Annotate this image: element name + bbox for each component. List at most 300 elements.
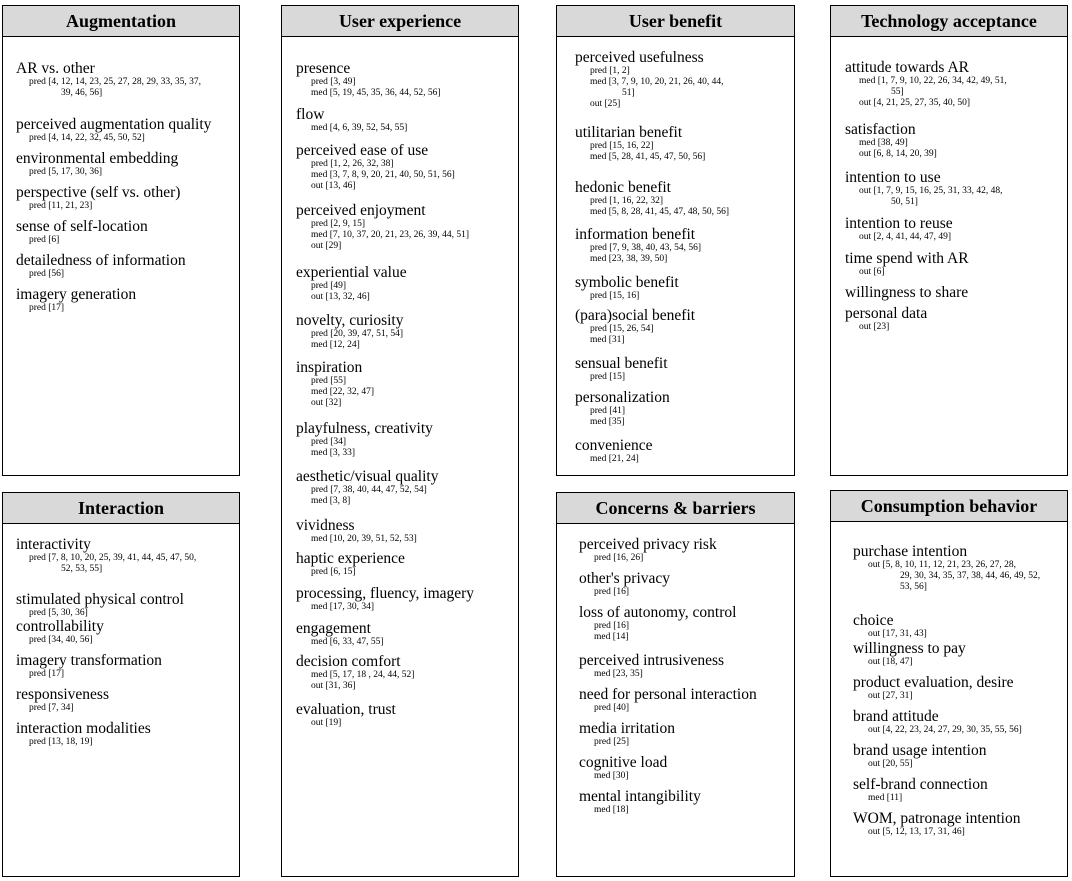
construct-item — [3, 287, 239, 314]
relation-type: med — [594, 771, 611, 781]
construct-item — [282, 360, 518, 409]
construct-item — [557, 356, 794, 383]
reference-line — [831, 725, 1067, 736]
relation-type: pred — [590, 196, 607, 206]
reference-line — [282, 241, 518, 252]
reference-line — [557, 406, 794, 417]
relation-type: med — [311, 230, 328, 240]
relation-type: pred — [594, 703, 611, 713]
construct-name: detailedness of information — [16, 252, 186, 269]
relation-type: pred — [590, 324, 607, 334]
reference-line — [282, 123, 518, 134]
reference-list: [18, 47] — [882, 657, 913, 667]
construct-item — [282, 143, 518, 192]
reference-list: [23] — [873, 322, 890, 332]
construct-item — [282, 518, 518, 545]
relation-type: med — [311, 88, 328, 98]
reference-list: [1, 2, 26, 32, 38] — [330, 159, 394, 169]
relation-type: med — [590, 335, 607, 345]
reference-line — [557, 66, 794, 77]
reference-list: [2, 4, 41, 44, 47, 49] — [873, 232, 952, 242]
construct-name: personalization — [575, 389, 670, 406]
reference-list: [12, 24] — [329, 340, 360, 350]
construct-name: other's privacy — [579, 570, 671, 587]
construct-name: (para)social benefit — [575, 307, 696, 324]
reference-list: [29] — [325, 241, 342, 251]
construct-item — [3, 721, 239, 748]
construct-name: need for personal interaction — [579, 686, 757, 703]
reference-line — [282, 281, 518, 292]
construct-item — [831, 170, 1067, 208]
category-box-augmentation — [2, 5, 240, 476]
reference-line — [282, 292, 518, 303]
reference-list: [31] — [608, 335, 625, 345]
reference-list: 55] — [891, 87, 904, 97]
construct-item — [3, 537, 239, 575]
reference-line — [557, 553, 794, 564]
category-box-user-experience — [281, 5, 519, 877]
relation-type: pred — [29, 303, 46, 313]
construct-name: self-brand connection — [853, 776, 988, 793]
construct-item — [557, 308, 794, 346]
construct-item — [3, 151, 239, 178]
relation-type: out — [311, 292, 324, 302]
reference-line — [3, 669, 239, 680]
relation-type: med — [590, 152, 607, 162]
relation-type: med — [311, 170, 328, 180]
reference-list: [4, 6, 39, 52, 54, 55] — [329, 123, 408, 133]
category-title: Augmentation — [3, 6, 239, 37]
reference-list: [3, 8] — [329, 496, 351, 506]
reference-list: [49] — [330, 281, 347, 291]
reference-list: [16] — [613, 587, 630, 597]
reference-line — [282, 670, 518, 681]
construct-name: engagement — [296, 620, 371, 637]
relation-type: med — [311, 448, 328, 458]
reference-line — [282, 485, 518, 496]
relation-type: pred — [29, 669, 46, 679]
construct-name: imagery generation — [16, 286, 137, 303]
reference-line — [831, 582, 1067, 593]
reference-list: [6, 8, 14, 20, 39] — [873, 149, 937, 159]
construct-item — [557, 390, 794, 428]
construct-item — [282, 621, 518, 648]
reference-line — [831, 138, 1067, 149]
relation-type: pred — [594, 621, 611, 631]
category-box-technology-acceptance — [830, 5, 1068, 476]
construct-item — [3, 185, 239, 212]
relation-type: pred — [29, 235, 46, 245]
construct-name: media irritation — [579, 720, 675, 737]
reference-line — [831, 232, 1067, 243]
construct-item — [282, 586, 518, 613]
construct-item — [831, 613, 1067, 640]
relation-type: pred — [29, 77, 46, 87]
construct-item — [557, 537, 794, 564]
construct-name: evaluation, trust — [296, 701, 396, 718]
construct-name: responsiveness — [16, 686, 109, 703]
relation-type: pred — [311, 281, 328, 291]
reference-list: [3, 33] — [329, 448, 356, 458]
reference-list: [11] — [886, 793, 903, 803]
relation-type: out — [868, 560, 881, 570]
reference-list: [5, 28, 41, 45, 47, 50, 56] — [608, 152, 706, 162]
reference-line — [557, 324, 794, 335]
reference-list: 29, 30, 34, 35, 37, 38, 44, 46, 49, 52, — [900, 571, 1041, 581]
construct-name: vividness — [296, 517, 355, 534]
relation-type: pred — [594, 737, 611, 747]
construct-name: willingness to pay — [853, 640, 966, 657]
reference-list: [5, 30, 36] — [48, 608, 88, 618]
reference-list: 39, 46, 56] — [61, 88, 103, 98]
reference-list: [16] — [613, 621, 630, 631]
relation-type: med — [311, 602, 328, 612]
reference-line — [557, 737, 794, 748]
reference-list: [4, 22, 23, 24, 27, 29, 30, 35, 55, 56] — [882, 725, 1022, 735]
construct-name: perceived ease of use — [296, 142, 429, 159]
relation-type: pred — [590, 291, 607, 301]
relation-type: pred — [594, 587, 611, 597]
reference-list: [18] — [612, 805, 629, 815]
reference-line — [3, 269, 239, 280]
construct-item — [557, 687, 794, 714]
reference-line — [557, 254, 794, 265]
construct-item — [557, 227, 794, 265]
construct-item — [3, 653, 239, 680]
construct-name: time spend with AR — [845, 250, 969, 267]
reference-line — [282, 567, 518, 578]
relation-type: pred — [29, 608, 46, 618]
reference-list: [6] — [48, 235, 60, 245]
reference-line — [831, 76, 1067, 87]
reference-list: [7, 9, 38, 40, 43, 54, 56] — [609, 243, 702, 253]
reference-line — [831, 793, 1067, 804]
reference-line — [282, 448, 518, 459]
reference-line — [3, 703, 239, 714]
relation-type: med — [311, 340, 328, 350]
construct-item — [831, 60, 1067, 109]
reference-list: 51] — [622, 88, 635, 98]
reference-list: [21, 24] — [608, 454, 639, 464]
construct-name: aesthetic/visual quality — [296, 468, 439, 485]
reference-list: [38, 49] — [877, 138, 908, 148]
construct-name: flow — [296, 106, 325, 123]
relation-type: out — [859, 149, 872, 159]
relation-type: pred — [590, 243, 607, 253]
reference-list: [7, 10, 37, 20, 21, 23, 26, 39, 44, 51] — [329, 230, 470, 240]
reference-list: [20, 39, 47, 51, 54] — [330, 329, 404, 339]
relation-type: pred — [29, 201, 46, 211]
construct-item — [557, 721, 794, 748]
reference-list: [2, 9, 15] — [330, 219, 366, 229]
construct-item — [282, 469, 518, 507]
relation-type: pred — [590, 406, 607, 416]
reference-list: [1, 2] — [609, 66, 630, 76]
reference-line — [557, 196, 794, 207]
reference-line — [831, 629, 1067, 640]
construct-name: willingness to share — [845, 284, 969, 301]
reference-line — [557, 291, 794, 302]
reference-line — [3, 201, 239, 212]
reference-line — [831, 571, 1067, 582]
construct-item — [831, 709, 1067, 736]
reference-list: [22, 32, 47] — [329, 387, 375, 397]
reference-line — [282, 340, 518, 351]
relation-type: med — [311, 123, 328, 133]
relation-type: med — [594, 805, 611, 815]
reference-line — [831, 560, 1067, 571]
relation-type: pred — [29, 703, 46, 713]
reference-line — [557, 417, 794, 428]
construct-name: intention to use — [845, 169, 941, 186]
reference-line — [557, 621, 794, 632]
construct-name: satisfaction — [845, 121, 916, 138]
construct-item — [3, 253, 239, 280]
relation-type: med — [311, 387, 328, 397]
construct-name: imagery transformation — [16, 652, 162, 669]
reference-line — [282, 376, 518, 387]
construct-name: product evaluation, desire — [853, 674, 1014, 691]
relation-type: med — [590, 207, 607, 217]
reference-line — [557, 454, 794, 465]
relation-type: out — [311, 241, 324, 251]
construct-name: interaction modalities — [16, 720, 151, 737]
reference-list: [1, 7, 9, 15, 16, 25, 31, 33, 42, 48, — [873, 186, 1003, 196]
reference-list: [17, 31, 43] — [882, 629, 927, 639]
relation-type: pred — [311, 219, 328, 229]
relation-type: pred — [29, 133, 46, 143]
construct-name: interactivity — [16, 536, 91, 553]
construct-item — [557, 180, 794, 218]
relation-type: pred — [29, 635, 46, 645]
relation-type: out — [868, 657, 881, 667]
construct-name: cognitive load — [579, 754, 668, 771]
relation-type: out — [868, 725, 881, 735]
reference-list: [15, 26, 54] — [609, 324, 654, 334]
reference-list: [17] — [48, 303, 65, 313]
reference-list: 50, 51] — [891, 197, 918, 207]
construct-name: personal data — [845, 305, 928, 322]
relation-type: out — [859, 267, 872, 277]
reference-list: [5, 19, 45, 35, 36, 44, 52, 56] — [329, 88, 441, 98]
construct-item — [831, 777, 1067, 804]
reference-line — [831, 267, 1067, 278]
construct-name: experiential value — [296, 264, 407, 281]
reference-line — [557, 152, 794, 163]
reference-list: [27, 31] — [882, 691, 913, 701]
reference-line — [282, 77, 518, 88]
reference-line — [282, 329, 518, 340]
relation-type: out — [859, 232, 872, 242]
reference-line — [831, 149, 1067, 160]
reference-line — [282, 159, 518, 170]
category-box-user-benefit — [556, 5, 795, 476]
reference-list: [35] — [608, 417, 625, 427]
reference-list: [55] — [330, 376, 347, 386]
relation-type: out — [859, 322, 872, 332]
relation-type: out — [859, 186, 872, 196]
reference-line — [557, 207, 794, 218]
reference-list: [13, 32, 46] — [325, 292, 370, 302]
construct-item — [282, 421, 518, 459]
construct-item — [831, 811, 1067, 838]
construct-name: intention to reuse — [845, 215, 953, 232]
relation-type: pred — [29, 737, 46, 747]
reference-line — [557, 587, 794, 598]
relation-type: pred — [311, 485, 328, 495]
construct-name: perceived usefulness — [575, 49, 704, 66]
category-title: User benefit — [557, 6, 794, 37]
relation-type: out — [859, 98, 872, 108]
reference-list: [1, 7, 9, 10, 22, 26, 34, 42, 49, 51, — [877, 76, 1007, 86]
construct-item — [282, 203, 518, 252]
category-box-concerns-barriers — [556, 492, 795, 877]
construct-name: utilitarian benefit — [575, 124, 683, 141]
reference-line — [3, 77, 239, 88]
construct-name: WOM, patronage intention — [853, 810, 1021, 827]
reference-list: [34] — [330, 437, 347, 447]
relation-type: med — [868, 793, 885, 803]
reference-line — [557, 669, 794, 680]
construct-item — [831, 306, 1067, 333]
reference-line — [3, 737, 239, 748]
reference-list: [7, 8, 10, 20, 25, 39, 41, 44, 45, 47, 50, — [48, 553, 197, 563]
reference-line — [557, 805, 794, 816]
reference-line — [282, 398, 518, 409]
reference-line — [557, 703, 794, 714]
reference-line — [282, 181, 518, 192]
reference-line — [282, 170, 518, 181]
construct-name: perceived privacy risk — [579, 536, 717, 553]
relation-type: out — [868, 827, 881, 837]
category-title: Interaction — [3, 493, 239, 524]
reference-list: [25] — [604, 99, 621, 109]
category-box-interaction — [2, 492, 240, 877]
relation-type: pred — [29, 269, 46, 279]
relation-type: med — [859, 138, 876, 148]
reference-list: [10, 20, 39, 51, 52, 53] — [329, 534, 417, 544]
reference-line — [282, 534, 518, 545]
construct-name: playfulness, creativity — [296, 420, 433, 437]
reference-line — [831, 657, 1067, 668]
reference-line — [557, 335, 794, 346]
reference-list: [5, 12, 13, 17, 31, 46] — [882, 827, 965, 837]
construct-item — [557, 275, 794, 302]
relation-type: med — [311, 496, 328, 506]
reference-line — [831, 197, 1067, 208]
relation-type: pred — [311, 567, 328, 577]
construct-item — [831, 216, 1067, 243]
construct-name: purchase intention — [853, 543, 968, 560]
construct-name: novelty, curiosity — [296, 312, 404, 329]
construct-name: perspective (self vs. other) — [16, 184, 181, 201]
relation-type: pred — [311, 159, 328, 169]
construct-item — [557, 789, 794, 816]
reference-list: [6] — [873, 267, 885, 277]
reference-line — [831, 87, 1067, 98]
relation-type: pred — [590, 372, 607, 382]
reference-line — [831, 827, 1067, 838]
construct-item — [282, 702, 518, 729]
construct-name: haptic experience — [296, 550, 405, 567]
construct-item — [3, 219, 239, 246]
reference-list: [1, 16, 22, 32] — [609, 196, 664, 206]
reference-list: [4, 21, 25, 27, 35, 40, 50] — [873, 98, 971, 108]
construct-name: processing, fluency, imagery — [296, 585, 475, 602]
reference-list: [14] — [612, 632, 629, 642]
reference-list: [11, 21, 23] — [48, 201, 93, 211]
reference-list: [19] — [325, 718, 342, 728]
construct-item — [557, 571, 794, 598]
relation-type: out — [590, 99, 603, 109]
reference-list: [16, 26] — [613, 553, 644, 563]
reference-list: [32] — [325, 398, 342, 408]
reference-line — [3, 167, 239, 178]
construct-name: brand attitude — [853, 708, 939, 725]
reference-list: [15, 16] — [609, 291, 640, 301]
reference-list: [13, 18, 19] — [48, 737, 93, 747]
reference-list: [4, 12, 14, 23, 25, 27, 28, 29, 33, 35, 37, — [48, 77, 202, 87]
category-box-consumption-behavior — [830, 490, 1068, 877]
reference-line — [3, 635, 239, 646]
reference-list: [3, 49] — [330, 77, 356, 87]
construct-name: loss of autonomy, control — [579, 604, 737, 621]
construct-name: environmental embedding — [16, 150, 179, 167]
construct-name: information benefit — [575, 226, 696, 243]
construct-item — [557, 605, 794, 643]
reference-list: [13, 46] — [325, 181, 356, 191]
relation-type: med — [590, 77, 607, 87]
reference-line — [282, 387, 518, 398]
reference-line — [831, 759, 1067, 770]
relation-type: med — [311, 670, 328, 680]
reference-list: [6, 15] — [330, 567, 356, 577]
reference-list: [7, 34] — [48, 703, 74, 713]
relation-type: out — [311, 398, 324, 408]
construct-item — [831, 122, 1067, 160]
relation-type: out — [868, 759, 881, 769]
construct-item — [3, 619, 239, 646]
reference-line — [282, 496, 518, 507]
reference-line — [831, 322, 1067, 333]
reference-line — [557, 632, 794, 643]
relation-type: med — [590, 254, 607, 264]
reference-list: 53, 56] — [900, 582, 927, 592]
relation-type: pred — [311, 329, 328, 339]
construct-item — [282, 313, 518, 351]
construct-name: brand usage intention — [853, 742, 987, 759]
relation-type: pred — [29, 553, 46, 563]
relation-type: med — [594, 669, 611, 679]
reference-line — [282, 219, 518, 230]
construct-item — [282, 551, 518, 578]
construct-item — [831, 544, 1067, 593]
reference-line — [831, 186, 1067, 197]
reference-line — [282, 230, 518, 241]
construct-item — [282, 265, 518, 303]
construct-item — [282, 107, 518, 134]
construct-item — [831, 641, 1067, 668]
reference-line — [282, 437, 518, 448]
relation-type: pred — [590, 66, 607, 76]
category-title: Concerns & barriers — [557, 493, 794, 524]
construct-name: mental intangibility — [579, 788, 701, 805]
reference-list: [3, 7, 8, 9, 20, 21, 40, 50, 51, 56] — [329, 170, 455, 180]
reference-line — [3, 303, 239, 314]
reference-line — [282, 681, 518, 692]
relation-type: med — [311, 534, 328, 544]
category-title: User experience — [282, 6, 518, 37]
